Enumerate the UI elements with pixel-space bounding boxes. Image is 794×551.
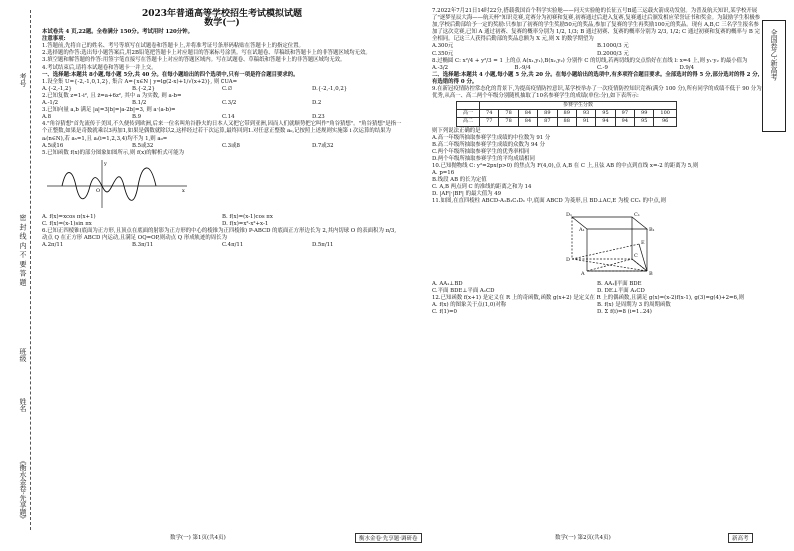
score-cell: 78: [499, 110, 518, 118]
binding-strip: [6, 40, 28, 530]
option: D. Σ f(i)=8 (i=1..24): [597, 309, 652, 315]
option: A.5或16: [42, 142, 64, 149]
footer-center: 衡水金卷·先享题·调研卷: [355, 533, 422, 543]
section1-heading: 一、选择题:本题共 8小题,每小题 5分,共 40 分。在每小题给出的四个选项中,只有一项是符合题目要求的。: [42, 71, 299, 78]
question-10: 10.已知抛物线 C: y²=2px(p>0) 的焦点为 F(4,0),点 A,B 在 C 上,且弦 AB 的中点到直线 x=-2 的距离为 5,则: [432, 162, 699, 169]
vertex-label: E: [641, 239, 645, 246]
option: C.∅: [222, 85, 233, 92]
seal-text: 密 封 线 内 不 要 答 题: [19, 214, 27, 286]
option: B.3π/11: [132, 242, 154, 249]
question-6: 6.已知正四棱锥(底面为正方形,且顶点在底面的射影为正方形的中心的棱锥为正四棱锥) P-ABCD 的底面正方形边长为 2,其内切球 O 的表面积为 π/3, 动点 Q 在正方形 ABCD 内运动,且满足 OQ=OP,则动点 Q 形成轨迹的周长为: [42, 228, 397, 242]
notice-heading: 注意事项:: [42, 36, 66, 43]
right-column: [432, 8, 762, 316]
exam-no-label: 考号: [19, 73, 27, 87]
option: C.两个年级所抽取参赛学生的优秀率相同: [432, 148, 530, 155]
options-11: [432, 281, 762, 295]
score-cell: 89: [557, 110, 576, 118]
footer-page2: 数学(一) 第2页(共4页): [555, 535, 611, 541]
option: A. f(x)=xcos π(x+1): [42, 213, 96, 220]
option: A.-3/2: [432, 64, 449, 71]
score-cell: 96: [654, 118, 677, 126]
right-brand: 全国卷乙·新高考: [770, 29, 778, 81]
score-cell: 78: [499, 118, 518, 126]
score-cell: 94: [596, 118, 615, 126]
y-axis-label: y: [104, 160, 107, 167]
footer-tag: 新高考: [728, 533, 753, 543]
option: D. f(x)=x²-x²+x-1: [222, 220, 269, 227]
table-row: [457, 118, 677, 126]
corner-cell: [457, 102, 480, 110]
table-header-row: [457, 102, 677, 110]
option: C.平面 BDE⊥平面 A₁CD: [432, 287, 495, 294]
seal-line: [30, 10, 31, 530]
option: A.300元: [432, 43, 454, 50]
vertex-label: B₁: [649, 226, 655, 233]
vertex-label: A: [581, 270, 585, 277]
score-cell: 99: [635, 110, 654, 118]
score-cell: 95: [635, 118, 654, 126]
segment-de: [572, 244, 639, 259]
option: D.7或32: [312, 142, 334, 149]
function-graph-figure: [42, 158, 192, 210]
option: A.-1/2: [42, 100, 59, 107]
option: A. AA₁⊥BD: [432, 280, 463, 287]
option: D.9/4: [679, 64, 695, 71]
question-2: 2.已知复数 z=1-i², 且 z̄=a+6z², 其中 a 为实数, 则 a-b=: [42, 92, 182, 99]
score-cell: 74: [480, 110, 499, 118]
question-7: 7.2022年7月21日14时22分,搭载我国首个科学实验舱——问天实验舱的长征五号B遥三运载火箭成功发射。为普及航天知识,某学校开展了"逐梦星辰大海——航天杯"知识竞赛,竞赛分为初赛和复赛,初赛通过后进入复赛,复赛通过后颁发相应荣誉证书和奖金。为鼓励学生积极参加,学校后勤部给予一定的奖励:只参加了初赛的学生奖励50元的奖品,参加了复赛的学生再奖励100元的奖品。现有 A,B,C 三名学生报名参加了这次竞赛,已知 A 通过初赛、复赛的概率分别为 1/2, 1/3; B 通过初赛、复赛的概率分别为 2/3, 1/2; C 通过初赛和复赛的概率与 B 完全相同。记这三人获得后勤部的奖品总额为 X 元,则 X 的数学期望为: [432, 8, 761, 43]
notice-intro: 本试卷共 4 页,22题。全卷满分 150分。考试用时 120分钟。: [42, 29, 193, 36]
option: A. f(x) 的图象关于点(1,0)对称: [432, 301, 507, 308]
diagonal-bd: [572, 259, 647, 271]
origin-label: O: [96, 187, 101, 194]
notice-item: 3.填空题和解答题的作答:用签字笔直接写在答题卡上对应的答题区域内。写在试题卷、草稿纸和答题卡上的非答题区域均无效。: [42, 57, 346, 64]
option: B.-9/4: [514, 64, 531, 71]
table-row: [457, 110, 677, 118]
score-cell: 84: [518, 110, 537, 118]
option: B.{-2,2}: [132, 85, 155, 92]
option: D. DE⊥平面 A₁CD: [597, 287, 645, 294]
score-cell: 97: [615, 110, 634, 118]
score-cell: 77: [480, 118, 499, 126]
score-cell: 93: [576, 110, 595, 118]
vertex-label: B: [649, 270, 653, 277]
notice-item: 4.考试结束后,请将本试题卷和答题卡一并上交。: [42, 64, 157, 71]
score-cell: 95: [596, 110, 615, 118]
option: C.350元: [432, 50, 454, 57]
prism-figure: [432, 207, 762, 277]
left-column: [42, 8, 402, 249]
question-3: 3.已知向量 a,b 满足 |a|=3|b|=|a-2b|=3, 则 a·(a-b)=: [42, 107, 176, 114]
option: D.23: [312, 114, 325, 121]
options-7: [432, 43, 762, 57]
class-label: 班级: [19, 348, 27, 362]
option: A.{-2,-1,2}: [42, 85, 72, 92]
score-cell: 84: [518, 118, 537, 126]
option: B. AA₁∥平面 BDE: [597, 280, 642, 287]
notice-item: 2.选择题的作答:选出每小题答案后,用2B铅笔把答题卡上对应题目的答案标号涂黑。写在试题卷、草稿纸和答题卡上的非答题区域均无效。: [42, 50, 371, 57]
vertex-label: D: [566, 256, 571, 263]
options-8: [432, 65, 762, 72]
option: B.9: [132, 114, 142, 121]
option: B.高二年级所抽取参赛学生成绩的众数为 94 分: [432, 141, 545, 148]
row-label: 高二: [457, 118, 480, 126]
option: D. |AF|·|BF| 的最大值为 49: [432, 191, 502, 198]
options-6: [42, 242, 402, 249]
score-cell: 89: [538, 110, 557, 118]
diagonal-ac: [587, 259, 632, 271]
question-12: 12.已知函数 f(x+1) 是定义在 R 上的奇函数,函数 g(x+2) 是定义在 R 上的偶函数,且满足 g(x)=(x-2)f(x-1), g(3)=g(4)+2=6,则: [432, 294, 745, 301]
option: C.-9: [597, 64, 608, 71]
question-1: 1.设全集 U={-2,-1,0,1,2}, 集合 A={x∈N | y=lg(2-x)+1/√(x+2)}, 则 ∁UA=: [42, 78, 238, 85]
options-4: [42, 143, 402, 150]
option: C. f(x)=(x-1)sin πx: [42, 220, 92, 227]
score-cell: 88: [557, 118, 576, 126]
score-cell: 100: [654, 110, 677, 118]
score-cell: 94: [615, 118, 634, 126]
section2-heading: 二、选择题:本题共 4 小题,每小题 5 分,共 20 分。在每小题给出的选项中,有多项符合题目要求。全部选对的得 5 分,部分选对的得 2 分,有选错的得 0 分。: [432, 71, 760, 85]
footer-page1: 数学(一) 第1页(共4页): [170, 535, 226, 541]
right-tag: [762, 20, 786, 132]
option: B.1000/3 元: [597, 43, 629, 50]
question-11: 11.如图,在直四棱柱 ABCD-A₁B₁C₁D₁ 中,底面 ABCD 为菱形,且 BD⊥AC,E 为棱 CC₁ 的中点,则: [432, 198, 666, 205]
row-label: 高一: [457, 110, 480, 118]
option: C.4π/11: [222, 242, 244, 249]
segment-be: [639, 244, 647, 271]
option: A.8: [42, 114, 52, 121]
option: B.1/2: [132, 100, 147, 107]
options-5: [42, 214, 402, 228]
option: D.两个年级所抽取参赛学生的平均成绩相同: [432, 155, 535, 162]
option: B. f(x)=(x-1)cos πx: [222, 213, 273, 220]
options-1: [42, 86, 402, 93]
option: C. A,B 两点到 C 的准线的距离之和为 14: [432, 184, 532, 191]
option: B.5或32: [132, 142, 154, 149]
question-4: 4."角谷猜想"首先流传于美国,不久便传到欧洲,后来一位名叫角谷静夫的日本人又把它带到亚洲,因而人们就顺势把它叫作"角谷猜想"。"角谷猜想"是指一个正整数,如果是奇数就乘以3再加1,如果是偶数就除以2,这样经过若干次运算,最终回到1.对任意正整数 a₀,记按照上述规则实施第 i 次运算的结果为 aᵢ(n∈N),若 a₅=1,且 aᵢ(i=1,2,3,4)均不为 1,则 a₀=: [42, 121, 402, 142]
vertex-label: D₁: [566, 211, 573, 218]
question-9: 9.在新冠疫情防控常态化的背景下,为提高疫情防控意识,某学校举办了一次疫情防控知识竞赛(满分 100 分),所有同学的成绩不低于 90 分为优秀,从高一、高二两个年级分别随机抽取了10名参赛学生的成绩(单位:分),如下表所示:: [432, 86, 762, 100]
score-cell: 91: [576, 118, 595, 126]
name-label: 姓名: [19, 398, 27, 412]
option: D.5π/11: [312, 242, 334, 249]
option: A.高一年级所抽取参赛学生成绩的中位数为 91 分: [432, 134, 551, 141]
exam-title: 2023年普通高等学校招生考试模拟试题: [141, 9, 303, 19]
vertex-label: C: [634, 252, 638, 259]
exam-subtitle: 数学(一): [204, 18, 240, 28]
score-table: [456, 101, 677, 126]
option: C.3或8: [222, 142, 240, 149]
vertex-label: C₁: [634, 211, 640, 218]
option: B. f(x) 是周期为 3 的周期函数: [597, 301, 671, 308]
score-cell: 87: [538, 118, 557, 126]
question-9-after: 则下列说法正确的是: [432, 127, 481, 134]
option: C.3/2: [222, 100, 237, 107]
option: A.2π/11: [42, 242, 64, 249]
question-5: 5.已知函数 f(x)的部分图象如图所示,则 f(x)的解析式可能为: [42, 149, 184, 156]
option: C. f(1)=0: [432, 309, 457, 315]
options-12: [432, 302, 762, 316]
option: A. p=16: [432, 170, 455, 177]
option: B.线段 AB 的长为定值: [432, 177, 487, 184]
brand-label: 《衡水金卷·先享题》: [19, 457, 27, 523]
x-axis-label: x: [182, 187, 185, 194]
option: D.2: [312, 100, 322, 107]
notice-item: 1.答题前,先将自己的姓名、考号等填写在试题卷和答题卡上,并将准考证号条形码粘贴在答题卡上的指定位置。: [42, 43, 304, 50]
function-curve: [62, 168, 156, 200]
option: D.{-2,-1,0,2}: [312, 85, 348, 92]
question-8: 8.过椭圆 C: x²/4 + y²/3 = 1 上的点 A(x₁,y₁),B(x₂,y₂) 分别作 C 的切线,若两切线的交点恰好在直线 l: x=4 上,则 y₁·y₂ 的最小值为: [432, 57, 748, 64]
option: D.2000/3 元: [597, 50, 629, 57]
option: C.14: [222, 114, 235, 121]
table-header: 参赛学生分数: [480, 102, 677, 110]
vertex-label: A₁: [579, 226, 585, 233]
